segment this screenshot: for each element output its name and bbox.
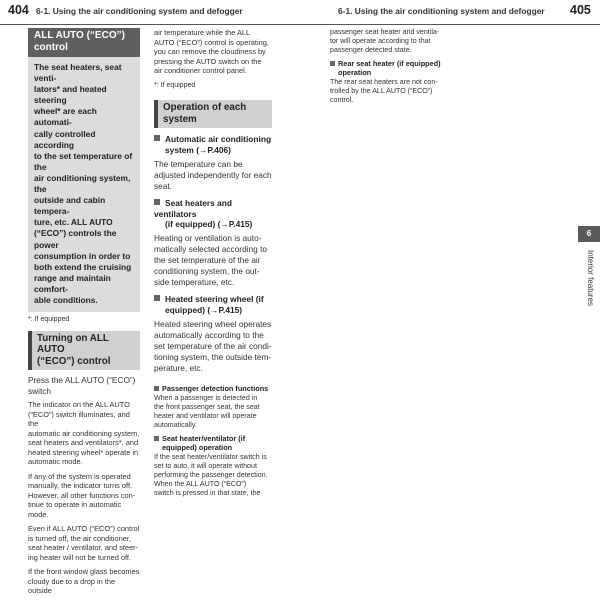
item-text: Heated steering wheel operates automatically according to the set temperature of the air condi- tioning system, the outside tem- perature, etc. <box>154 318 272 373</box>
square-bullet-icon <box>154 295 160 301</box>
square-bullet-icon <box>154 436 159 441</box>
paragraph: air temperature while the ALL AUTO (“ECO”) control is operating, you can remove the cloudiness by pressing the AUTO switch on the air conditioner control panel. <box>154 28 269 75</box>
column-left <box>28 28 140 601</box>
subheading-text: If the seat heater/ventilator switch is set to auto, it will operate without performing the passenger detection. When the ALL AUTO (“ECO”) switch is pressed in that state, the <box>154 452 268 497</box>
paragraph: The indicator on the ALL AUTO (“ECO”) switch illuminates, and the automatic air conditioning system, seat heaters and ventilators*, and heated steering wheel* operate in automatic mode. <box>28 400 140 467</box>
footnote: *: If equipped <box>154 81 196 89</box>
left-page-number: 404 <box>8 3 29 17</box>
chapter-tab-label: Interior features <box>586 250 595 307</box>
item-heading-auto-ac: Automatic air conditioning system (→P.406) <box>154 134 272 156</box>
item-text: Heating or ventilation is auto- matically selected according to the set temperature of the air conditioning system, the out- side temperature, etc. <box>154 233 267 288</box>
subheading-seat-heater-operation: Seat heater/ventilator (if equipped) operation <box>154 434 272 452</box>
section-heading-operation: Operation of each system <box>154 100 272 128</box>
square-bullet-icon <box>154 386 159 391</box>
all-auto-box-body: The seat heaters, seat venti- lators* and heated steering wheel* are each automati- cally controlled according to the set temperature of the air conditioning system, the outside and cabin tempera- ture, etc. ALL AUTO (“ECO”) controls the power consumption in order to both extend the cruising range and maintain comfort- able conditions. <box>28 57 140 312</box>
item-heading-seat-heaters: Seat heaters and ventilators (if equipped) (→P.415) <box>154 197 253 230</box>
right-page-number: 405 <box>570 3 591 17</box>
paragraph: If any of the system is operated manually, the indicator turns off. However, all other functions con- tinue to operate in automatic mode. <box>28 471 136 519</box>
instruction-text: Press the ALL AUTO (“ECO”) switch <box>28 375 136 397</box>
column-middle <box>154 28 272 498</box>
subheading-text: When a passenger is detected in the front passenger seat, the seat heater and ventilator will operate automatically. <box>154 393 260 429</box>
section-heading-turning-on: Turning on ALL AUTO (“ECO”) control <box>28 331 140 371</box>
left-chapter-title: 6-1. Using the air conditioning system and defogger <box>36 6 243 16</box>
subheading-rear-seat-heater: Rear seat heater (if equipped) operation <box>330 59 460 77</box>
right-chapter-title: 6-1. Using the air conditioning system and defogger <box>338 6 545 16</box>
subheading-text: The rear seat heaters are not con- trolled by the ALL AUTO (“ECO”) control. <box>330 78 438 104</box>
chapter-tab: 6 <box>578 226 600 242</box>
paragraph: passenger seat heater and ventila- tor will operate according to that passenger detected state. <box>330 28 440 54</box>
square-bullet-icon <box>154 199 160 205</box>
square-bullet-icon <box>330 61 335 66</box>
square-bullet-icon <box>154 135 160 141</box>
subheading-passenger-detection: Passenger detection functions <box>154 384 272 393</box>
column-right <box>330 28 460 105</box>
item-text: The temperature can be adjusted independently for each seat. <box>154 158 272 191</box>
item-heading-heated-steering: Heated steering wheel (if equipped) (→P.415) <box>154 294 272 316</box>
paragraph: If the front window glass becomes cloudy due to a drop in the outside <box>28 567 140 596</box>
footnote: *: If equipped <box>28 316 70 324</box>
page-header <box>0 0 600 25</box>
all-auto-box-title: ALL AUTO (“ECO”) control <box>28 28 140 57</box>
all-auto-box <box>28 28 140 312</box>
paragraph: Even if ALL AUTO (“ECO”) control is turned off, the air conditioner, seat heater / ventilator, and steer- ing heater will not be turned off. <box>28 524 140 562</box>
